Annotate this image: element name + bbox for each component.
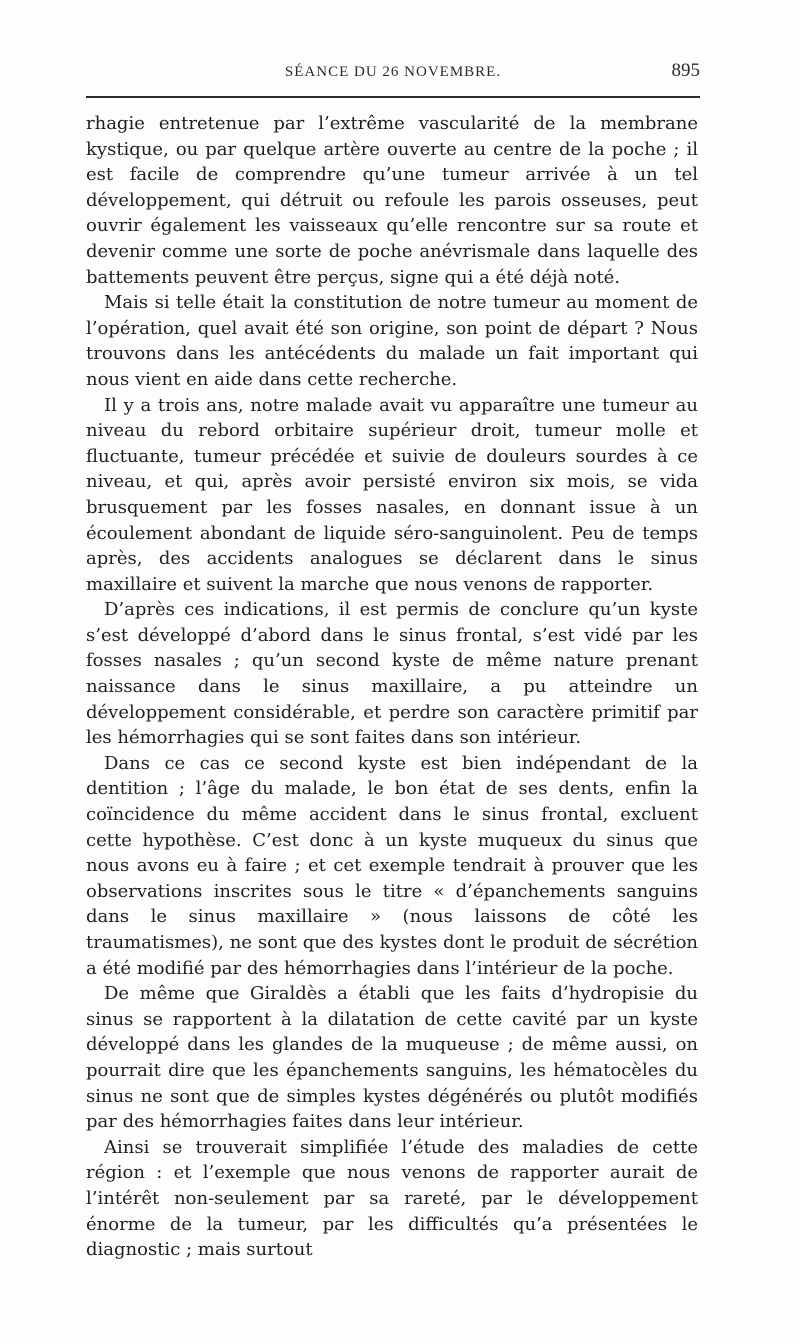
running-title: SÉANCE DU 26 NOVEMBRE. — [284, 64, 502, 80]
body-text — [86, 111, 698, 1263]
paragraph: De même que Giraldès a établi que les faits d’hydropisie du sinus se rapportent à la dilatation de cette cavité par un kyste développé dans les glandes de la muqueuse ; de même aussi, on pourrait dire que les épanchements sanguins, les hématocèles du sinus ne sont que de simples kystes dégénérés ou plutôt modifiés par des hémorrhagies faites dans leur intérieur. — [86, 983, 698, 1133]
header-rule — [86, 96, 700, 98]
paragraph: rhagie entretenue par l’extrême vascularité de la membrane kystique, ou par quelque artère ouverte au centre de la poche ; il est facile de comprendre qu’une tumeur arrivée à un tel développement, qui détruit ou refoule les parois osseuses, peut ouvrir également les vaisseaux qu’elle rencontre sur sa route et devenir comme une sorte de poche anévrismale dans laquelle des battements peuvent être perçus, signe qui a été déjà noté. — [86, 113, 698, 288]
paragraph: Ainsi se trouverait simplifiée l’étude des maladies de cette région : et l’exemple que nous venons de rapporter aurait de l’intérêt non-seulement par sa rareté, par le développement énorme de la tumeur, par les difficultés qu’a présentées le diagnostic ; mais surtout — [86, 1136, 698, 1261]
paragraph: Dans ce cas ce second kyste est bien indépendant de la dentition ; l’âge du malade, le bon état de ses dents, enfin la coïncidence du même accident dans le sinus frontal, excluent cette hypothèse. C’est donc à un kyste muqueux du sinus que nous avons eu à faire ; et cet exemple tendrait à prouver que les observations inscrites sous le titre « d’épanchements sanguins dans le sinus maxillaire » (nous laissons de côté les traumatismes), ne sont que des kystes dont le produit de sécrétion a été modifié par des hémorrhagies dans l’intérieur de la poche. — [86, 752, 698, 979]
paragraph: Mais si telle était la constitution de notre tumeur au moment de l’opération, quel avait été son origine, son point de départ ? Nous trouvons dans les antécédents du malade un fait important qui nous vient en aide dans cette recherche. — [86, 292, 698, 390]
running-head — [86, 60, 700, 86]
paragraph: D’après ces indications, il est permis de conclure qu’un kyste s’est développé d’abord dans le sinus frontal, s’est vidé par les fosses nasales ; qu’un second kyste de même nature prenant naissance dans le sinus maxillaire, a pu atteindre un développement considérable, et perdre son caractère primitif par les hémorrhagies qui se sont faites dans son intérieur. — [86, 599, 698, 749]
paragraph: Il y a trois ans, notre malade avait vu apparaître une tumeur au niveau du rebord orbitaire supérieur droit, tumeur molle et fluctuante, tumeur précédée et suivie de douleurs sourdes à ce niveau, et qui, après avoir persisté environ six mois, se vida brusquement par les fosses nasales, en donnant issue à un écoulement abondant de liquide séro-sanguinolent. Peu de temps après, des accidents analogues se déclarent dans le sinus maxillaire et suivent la marche que nous venons de rapporter. — [86, 394, 698, 595]
page-number: 895 — [671, 60, 700, 81]
